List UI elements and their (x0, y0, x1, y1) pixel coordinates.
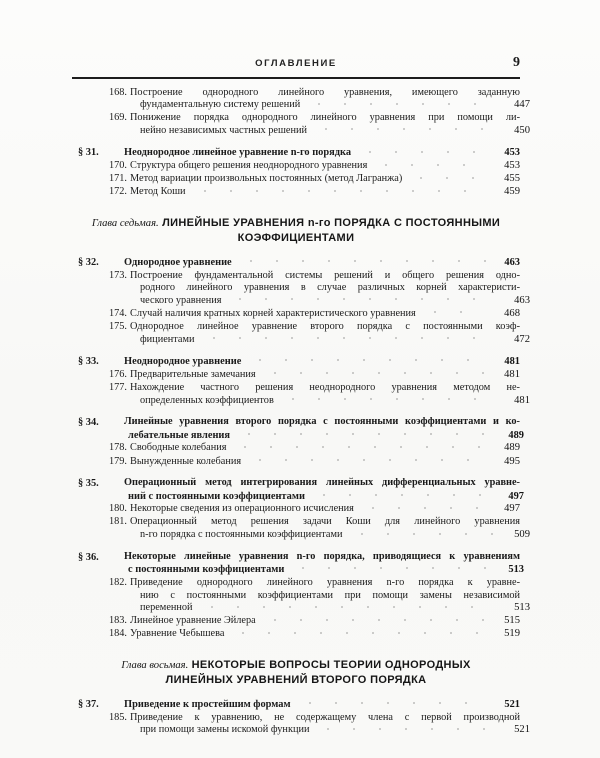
entry-title-line: родного линейного уравнения в случае различных корней характеристи- (140, 282, 520, 294)
entry-title-line: Построение фундаментальной системы решений и общего решения одно- (130, 269, 520, 281)
chapter-title-line-1: ЛИНЕЙНЫЕ УРАВНЕНИЯ n-го ПОРЯДКА С ПОСТОЯННЫМИ (162, 216, 501, 229)
entry-title-text: Предварительные замечания (130, 368, 256, 380)
dot-leaders (349, 531, 497, 541)
entry-page-number: 453 (504, 147, 520, 159)
article-number: 172. (108, 186, 127, 198)
article-number: 185. (108, 711, 127, 723)
entry-page-number: 459 (504, 186, 520, 198)
entry-page-number: 515 (504, 615, 520, 627)
section-entry[interactable] (72, 698, 520, 711)
entry-title-text: при помощи замены искомой функции (140, 724, 310, 736)
dot-leaders (232, 444, 486, 454)
entry-last-line (130, 724, 530, 737)
entry-title-line: Операционный метод решения задачи Коши для линейного уравнения (130, 516, 520, 528)
dot-leaders (192, 188, 486, 198)
article-number: 170. (108, 160, 127, 172)
article-number: 171. (108, 173, 127, 185)
entry-title-line: Нахождение частного решения неоднородного уравнения методом не- (130, 381, 520, 393)
section-entry[interactable] (72, 416, 524, 442)
entry-page-number: 450 (514, 124, 530, 136)
section-mark: § 34. (78, 417, 99, 429)
running-head-title: ОГЛАВЛЕНИЕ (255, 58, 337, 69)
entry-title-line: нию с постоянными коэффициентами при помощи замены независимой (140, 589, 520, 601)
dot-leaders (280, 396, 496, 406)
chapter-label: Глава седьмая. (91, 217, 159, 229)
dot-leaders (238, 258, 486, 268)
entry-page-number: 513 (514, 602, 530, 614)
entry-last-line (130, 503, 520, 516)
article-number: 169. (108, 112, 127, 124)
entry-last-line (130, 529, 530, 542)
dot-leaders (408, 175, 486, 185)
section-entry[interactable] (72, 477, 524, 503)
entry-page-number: 497 (508, 490, 524, 502)
article-number: 179. (108, 455, 127, 467)
section-mark: § 36. (78, 551, 99, 563)
entry-title-text: Структура общего решения неоднородного уравнения (130, 160, 368, 172)
article-entry[interactable] (72, 186, 520, 199)
entry-title-line: Операционный метод интегрирования линейных дифференциальных уравне- (124, 477, 520, 489)
section-entry[interactable] (72, 550, 524, 577)
entry-page-number: 481 (504, 356, 520, 368)
entry-last-line (124, 490, 524, 503)
dot-leaders (201, 335, 496, 345)
dot-leaders (313, 126, 496, 136)
entry-page-number: 509 (514, 529, 530, 541)
section-mark: § 37. (78, 698, 99, 710)
entry-page-number: 489 (504, 442, 520, 454)
entry-last-line (130, 160, 520, 173)
entry-title-text: Уравнение Чебышева (130, 628, 225, 640)
article-number: 174. (108, 307, 127, 319)
entry-title-text: Метод вариации произвольных постоянных (метод Лагранжа) (130, 173, 403, 185)
article-entry[interactable] (72, 269, 530, 308)
entry-title-line: Некоторые линейные уравнения n-го порядка, приводящиеся к уравнениям (124, 550, 520, 562)
chapter-title-line-2: КОЭФФИЦИЕНТАМИ (237, 232, 355, 245)
entry-title-text: Свободные колебания (130, 442, 227, 454)
entry-title-text: ческого уравнения (140, 294, 222, 306)
article-number: 184. (108, 628, 127, 640)
article-number: 182. (108, 576, 127, 588)
chapter-heading-line-1 (78, 216, 514, 232)
dot-leaders (297, 700, 486, 710)
entry-last-line (124, 563, 524, 576)
entry-last-line (124, 698, 520, 711)
chapter-label: Глава восьмая. (121, 659, 189, 671)
entry-last-line (124, 429, 524, 442)
article-entry[interactable] (72, 615, 520, 628)
entry-page-number: 455 (504, 173, 520, 185)
article-number: 180. (108, 503, 127, 515)
section-entry[interactable] (72, 146, 520, 159)
entry-title-text: Неоднородное уравнение (124, 356, 242, 368)
entry-title-text: фициентами (140, 333, 195, 345)
entry-title-line: Построение однородного линейного уравнения, имеющего заданную (130, 86, 520, 98)
article-entry[interactable] (72, 456, 520, 469)
article-entry[interactable] (72, 442, 520, 455)
section-mark: § 31. (78, 147, 99, 159)
entry-last-line (130, 628, 520, 641)
entry-title-text: лебательные явления (128, 429, 231, 441)
entry-page-number: 521 (504, 698, 520, 710)
entry-title-text: с постоянными коэффициентами (128, 564, 285, 576)
article-number: 177. (108, 381, 127, 393)
article-number: 181. (108, 516, 127, 528)
dot-leaders (262, 370, 486, 380)
article-entry[interactable] (72, 711, 530, 737)
entry-last-line (124, 256, 520, 269)
dot-leaders (290, 565, 490, 575)
dot-leaders (262, 617, 486, 627)
entry-last-line (130, 369, 520, 382)
entry-page-number: 468 (504, 307, 520, 319)
entry-last-line (130, 173, 520, 186)
section-mark: § 32. (78, 256, 99, 268)
entry-title-text: Линейное уравнение Эйлера (130, 615, 256, 627)
entry-last-line (124, 355, 520, 368)
dot-leaders (236, 431, 490, 441)
entry-last-line (130, 125, 530, 138)
entry-page-number: 447 (514, 99, 530, 111)
entry-title-text: фундаментальную систему решений (140, 99, 301, 111)
table-of-contents (72, 86, 530, 737)
dot-leaders (247, 357, 486, 367)
dot-leaders (360, 505, 486, 515)
chapter-heading (72, 658, 520, 689)
entry-last-line (130, 334, 530, 347)
page-folio-number: 9 (513, 55, 520, 70)
entry-last-line (130, 395, 530, 408)
dot-leaders (315, 726, 496, 736)
entry-title-line: Приведение к уравнению, не содержащему члена с первой производной (130, 711, 520, 723)
dot-leaders (306, 101, 496, 111)
entry-page-number: 521 (514, 724, 530, 736)
article-entry[interactable] (72, 381, 530, 407)
section-entry[interactable] (72, 256, 520, 269)
entry-title-line: Линейные уравнения второго порядка с постоянными коэффициентами и ко- (124, 416, 520, 428)
article-number: 168. (108, 86, 127, 98)
article-entry[interactable] (72, 86, 530, 112)
entry-last-line (130, 442, 520, 455)
entry-last-line (130, 456, 520, 469)
article-entry[interactable] (72, 308, 520, 321)
entry-title-text: Некоторые сведения из операционного исчисления (130, 503, 354, 515)
entry-title-text: Метод Коши (130, 186, 186, 198)
chapter-heading (72, 216, 520, 247)
entry-page-number: 481 (514, 394, 530, 406)
article-entry[interactable] (72, 516, 530, 541)
article-entry[interactable] (72, 576, 530, 615)
entry-title-line: Понижение порядка однородного линейного уравнения при помощи ли- (130, 112, 520, 124)
section-entry[interactable] (72, 355, 520, 368)
entry-last-line (130, 615, 520, 628)
entry-page-number: 472 (514, 333, 530, 345)
entry-page-number: 495 (504, 455, 520, 467)
article-entry[interactable] (72, 112, 530, 137)
article-entry[interactable] (72, 173, 520, 186)
entry-page-number: 513 (508, 564, 524, 576)
article-entry[interactable] (72, 160, 520, 173)
article-number: 175. (108, 320, 127, 332)
entry-title-text: Неоднородное линейное уравнение n-го порядка (124, 147, 352, 159)
entry-title-text: Однородное уравнение (124, 256, 232, 268)
article-number: 183. (108, 615, 127, 627)
entry-page-number: 497 (504, 503, 520, 515)
entry-page-number: 463 (514, 294, 530, 306)
entry-title-text: нейно независимых частных решений (140, 124, 307, 136)
entry-title-text: ний с постоянными коэффициентами (128, 490, 305, 502)
entry-last-line (130, 99, 530, 112)
header-rule (72, 77, 520, 79)
dot-leaders (357, 149, 486, 159)
entry-title-line: Однородное линейное уравнение второго порядка с постоянными коэф- (130, 320, 520, 332)
entry-title-text: определенных коэффициентов (140, 394, 274, 406)
entry-title-line: Приведение однородного линейного уравнения n-го порядка к уравне- (130, 576, 520, 588)
running-head (72, 55, 520, 78)
entry-page-number: 489 (508, 429, 524, 441)
entry-title-text: Приведение к простейшим формам (124, 698, 291, 710)
entry-last-line (130, 186, 520, 199)
entry-title-text: переменной (140, 602, 193, 614)
entry-title-text: Случай наличия кратных корней характеристического уравнения (130, 307, 416, 319)
entry-title-text: Вынужденные колебания (130, 455, 242, 467)
entry-last-line (130, 295, 530, 308)
dot-leaders (247, 457, 486, 467)
entry-last-line (130, 308, 520, 321)
dot-leaders (373, 162, 486, 172)
entry-page-number: 481 (504, 368, 520, 380)
article-entry[interactable] (72, 503, 520, 516)
article-entry[interactable] (72, 628, 520, 641)
entry-page-number: 519 (504, 628, 520, 640)
article-number: 178. (108, 442, 127, 454)
section-mark: § 33. (78, 356, 99, 368)
chapter-title-line-1: НЕКОТОРЫЕ ВОПРОСЫ ТЕОРИИ ОДНОРОДНЫХ (191, 658, 471, 671)
article-entry[interactable] (72, 369, 520, 382)
entry-title-text: n-го порядка с постоянными коэффициентами (140, 529, 343, 541)
entry-page-number: 463 (504, 256, 520, 268)
dot-leaders (199, 604, 496, 614)
article-number: 176. (108, 368, 127, 380)
chapter-heading-line-1 (78, 658, 514, 674)
dot-leaders (227, 296, 496, 306)
article-number: 173. (108, 269, 127, 281)
entry-last-line (124, 146, 520, 159)
entry-page-number: 453 (504, 160, 520, 172)
article-entry[interactable] (72, 320, 530, 346)
chapter-title-line-2: ЛИНЕЙНЫХ УРАВНЕНИЙ ВТОРОГО ПОРЯДКА (165, 674, 427, 687)
section-mark: § 35. (78, 478, 99, 490)
dot-leaders (230, 630, 486, 640)
dot-leaders (311, 492, 490, 502)
dot-leaders (422, 309, 486, 319)
entry-last-line (130, 602, 530, 615)
